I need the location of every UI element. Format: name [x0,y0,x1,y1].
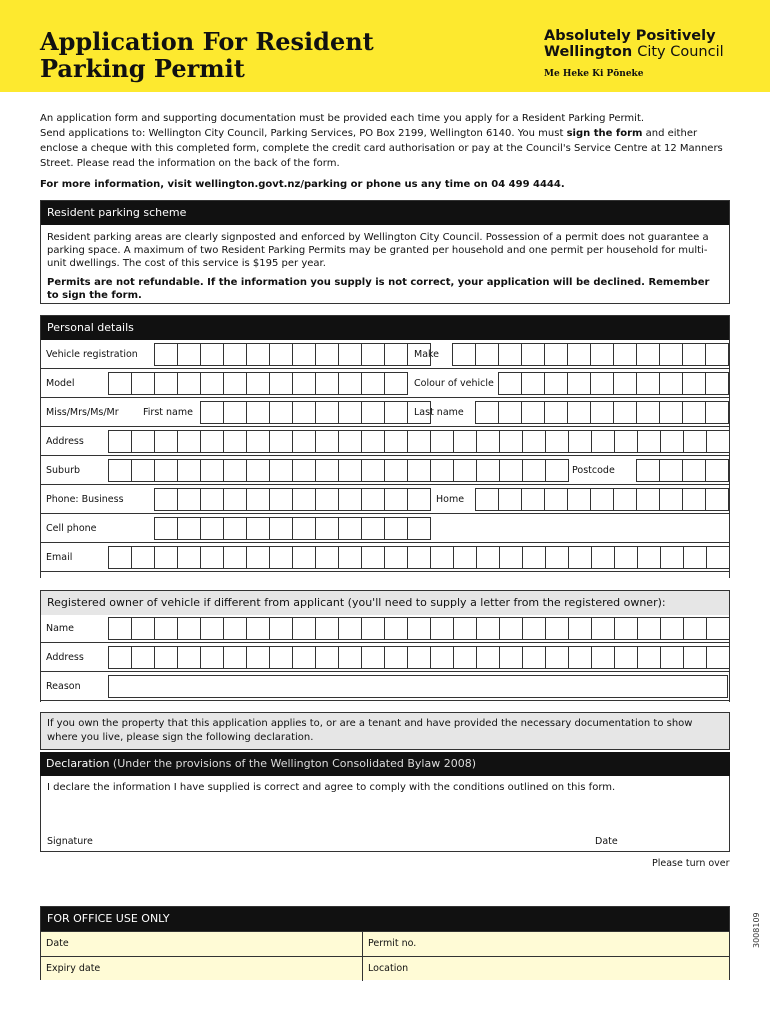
row-vehicle: Vehicle registration Make [40,340,730,369]
vehicle-registration-boxes[interactable] [154,343,431,366]
personal-heading: Personal details [41,316,729,340]
office-use-section [40,906,730,980]
row-cell: Cell phone [40,514,730,543]
row-email: Email [40,543,730,572]
cell-phone-boxes[interactable] [154,517,431,540]
scheme-warning: Permits are not refundable. If the information you supply is not correct, your application will be declined. Remember to sign the form. [47,277,710,301]
office-location: Location [368,963,409,974]
brand-line-1: Absolutely Positively [544,28,716,44]
model-boxes[interactable] [108,372,408,395]
row-model: Model Colour of vehicle [40,369,730,398]
phone-business-boxes[interactable] [154,488,431,511]
page-title [40,28,374,82]
title-line-1: Application For Resident [40,27,374,56]
office-expiry-date: Expiry date [46,963,101,974]
office-date: Date [46,938,69,949]
more-info: For more information, visit wellington.govt.nz/parking or phone us any time on 04 499 4444. [40,179,565,190]
declaration-note: If you own the property that this application applies to, or are a tenant and have provided the necessary documentation to show where you live, please sign the following declaration. [40,712,730,750]
declaration-heading: Declaration (Under the provisions of the Wellington Consolidated Bylaw 2008) [40,752,730,776]
owner-name-boxes[interactable] [108,617,730,640]
owner-heading: Registered owner of vehicle if different from applicant (you'll need to supply a letter from the registered owner): [41,591,729,615]
brand-maori: Me Heke Ki Pōneke [544,69,644,79]
office-permit-no: Permit no. [368,938,417,949]
date-field[interactable]: Date [595,836,618,847]
turn-over-note: Please turn over [652,858,730,869]
scheme-text: Resident parking areas are clearly signposted and enforced by Wellington City Council. Possession of a permit does not guarantee a parking space. A maximum of two Resident Parking Permits may be granted per household and one permit per household for multi-unit dwellings. The cost of this service is $195 per year. [47,232,709,269]
personal-section [40,315,730,339]
signature-field[interactable]: Signature [47,836,93,847]
phone-home-boxes[interactable] [475,488,729,511]
row-owner-name: Name [40,614,730,643]
first-name-boxes[interactable] [200,401,431,424]
declaration-body [40,776,730,852]
form-code: 3008109 [752,912,761,948]
postcode-boxes[interactable] [636,459,729,482]
owner-reason-field[interactable] [108,675,728,698]
intro-text: An application form and supporting documentation must be provided each time you apply for a Resident Parking Permit. Send applications to: Wellington City Council, Parking Services, PO Box 2199, Wellington 6140. You must sign the form and either enclose a cheque with this completed form, complete the credit card authorisation or pay at the Council's Service Centre at 12 Manners Street. Please read the information on the back of the form. [40,113,723,169]
row-name: Miss/Mrs/Ms/Mr First name Last name [40,398,730,427]
last-name-boxes[interactable] [475,401,729,424]
make-boxes[interactable] [452,343,729,366]
email-boxes[interactable] [108,546,730,569]
row-phone: Phone: Business Home [40,485,730,514]
header-banner [0,0,770,92]
brand-line-2: Wellington City Council [544,44,724,60]
owner-section [40,590,730,614]
row-owner-address: Address [40,643,730,672]
address-boxes[interactable] [108,430,730,453]
suburb-boxes[interactable] [108,459,569,482]
scheme-heading: Resident parking scheme [41,201,729,225]
declaration-text: I declare the information I have supplied is correct and agree to comply with the conditions outlined on this form. [47,782,616,793]
row-address: Address [40,427,730,456]
title-line-2: Parking Permit [40,54,245,83]
council-logo [544,28,724,82]
scheme-section [40,200,730,304]
office-heading: FOR OFFICE USE ONLY [41,907,729,931]
owner-address-boxes[interactable] [108,646,730,669]
colour-boxes[interactable] [498,372,729,395]
row-owner-reason: Reason [40,672,730,701]
row-suburb: Suburb Postcode [40,456,730,485]
